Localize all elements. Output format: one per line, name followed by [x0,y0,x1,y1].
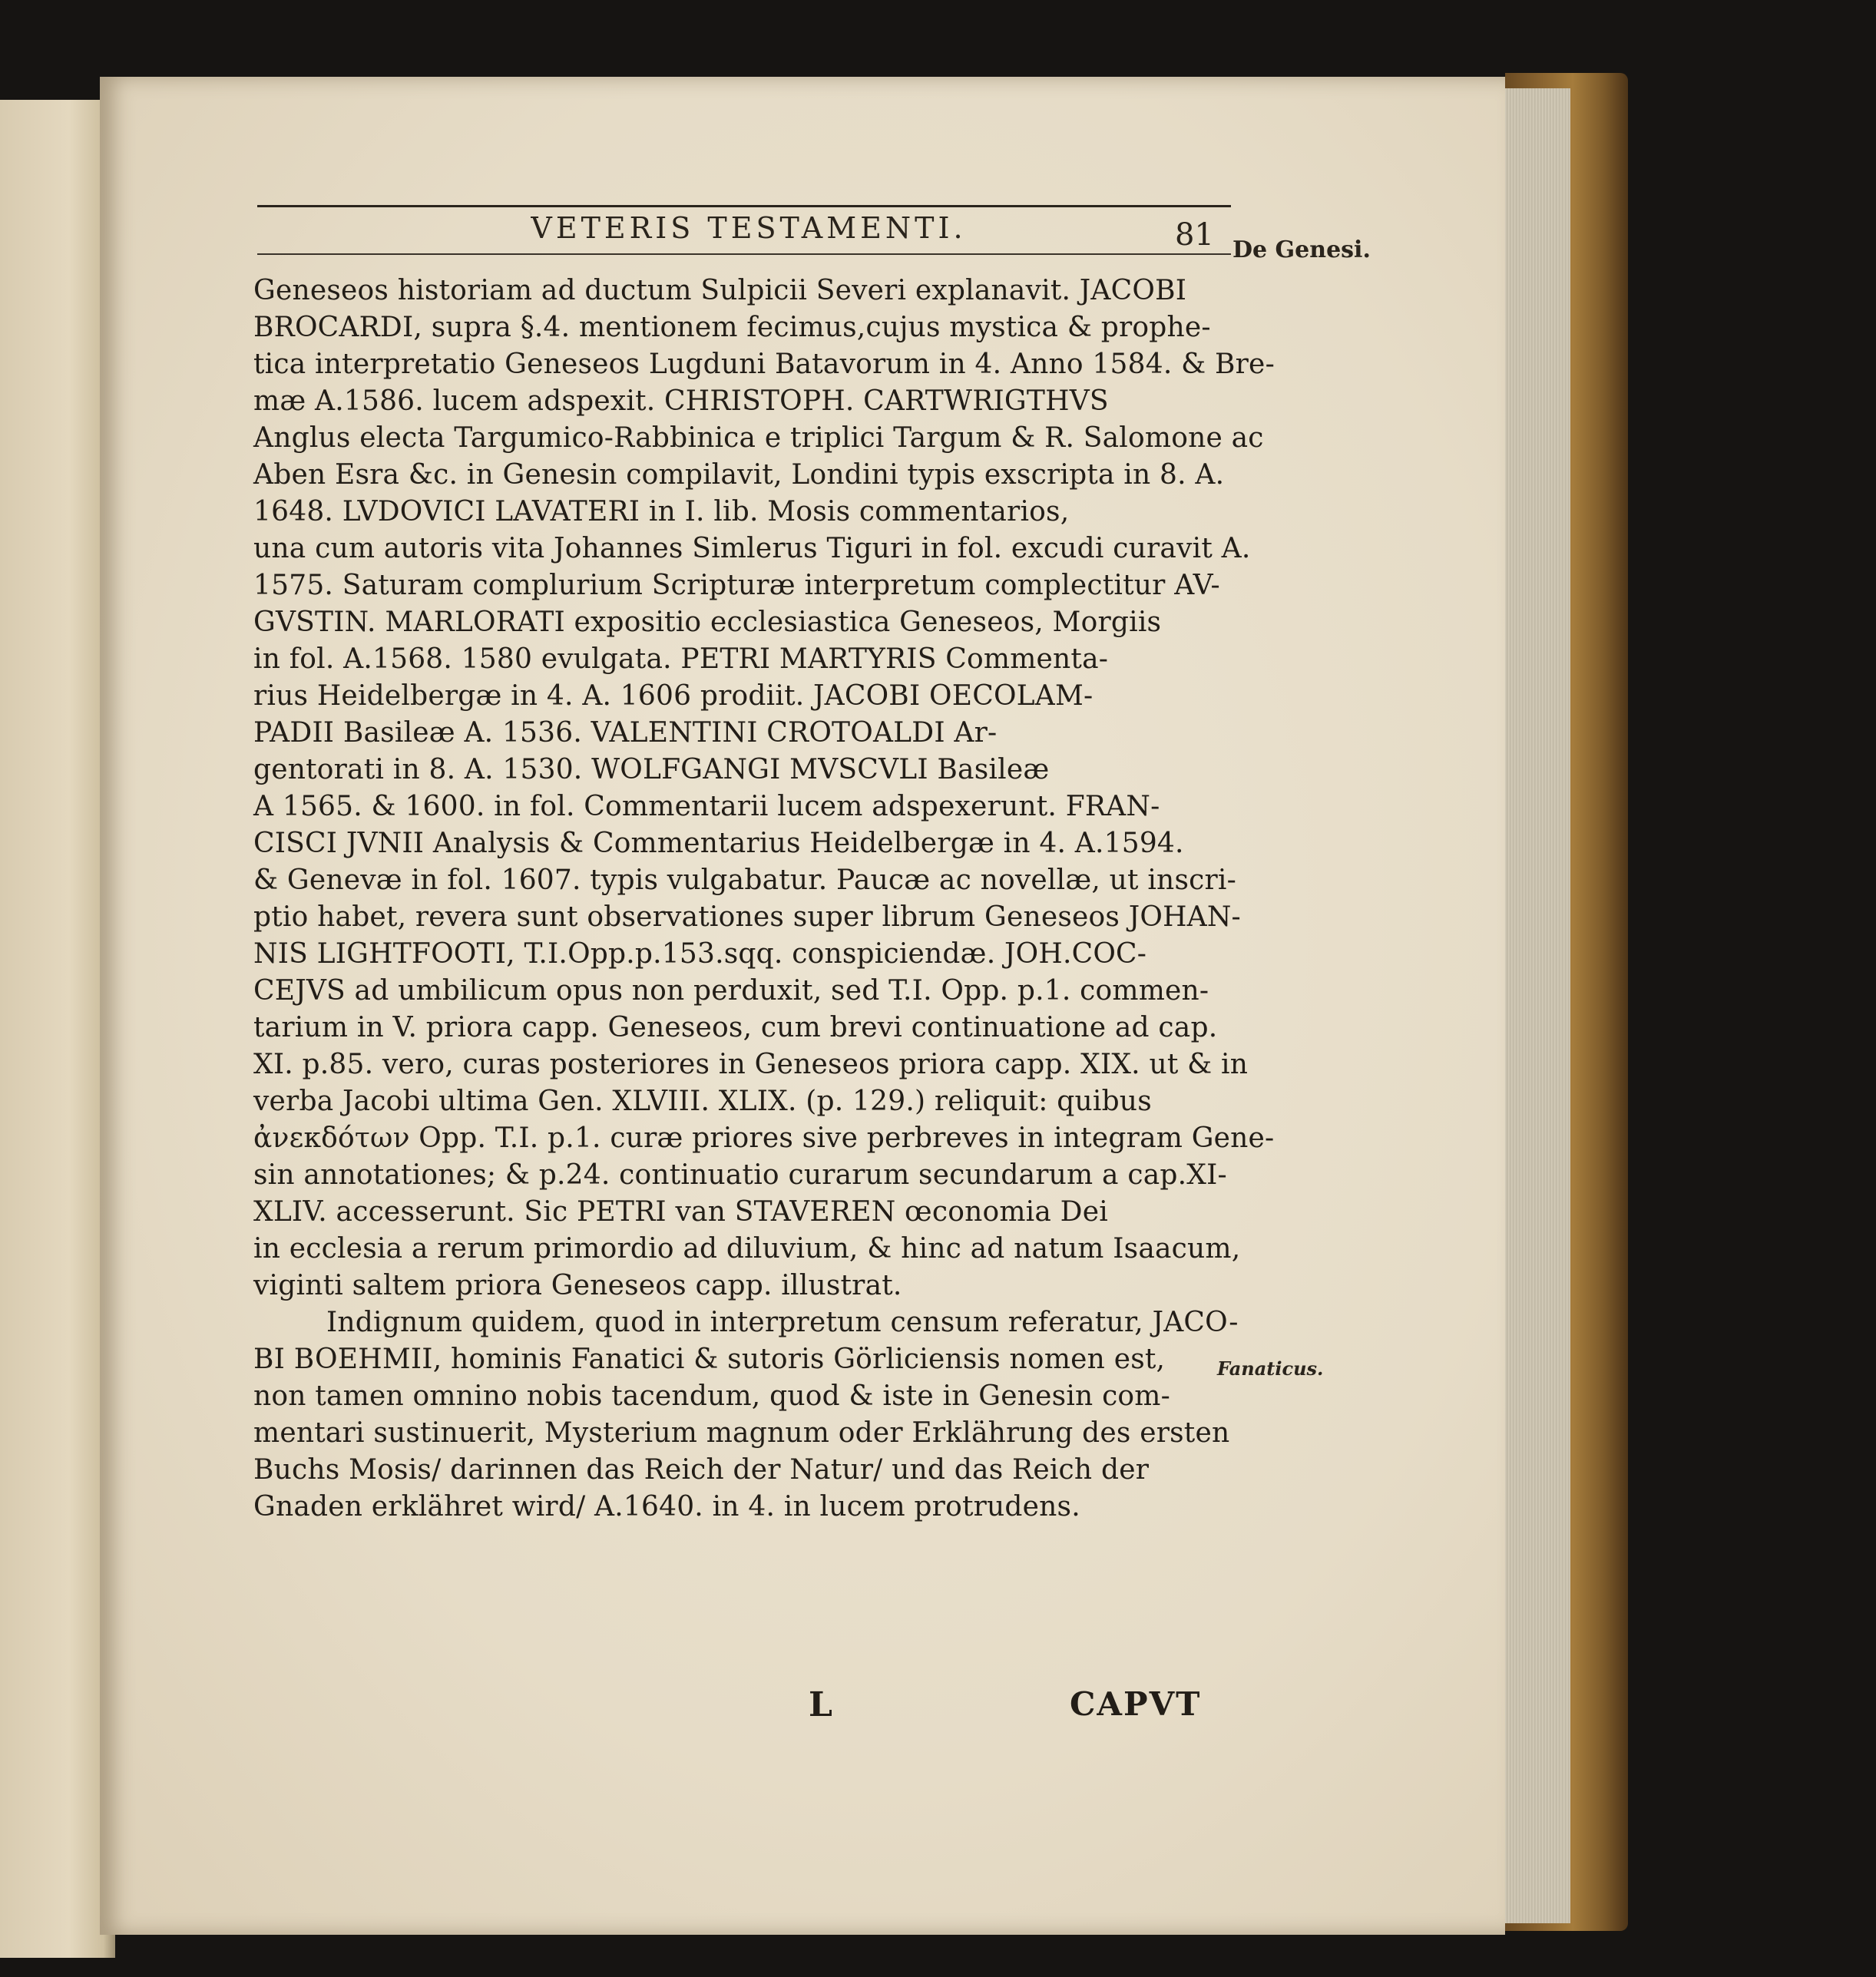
text-line: Indignum quidem, quod in interpretum censum referatur, JACO- [326,1307,1239,1338]
page-edges [1494,88,1570,1923]
text-line: tarium in V. priora capp. Geneseos, cum brevi continuatione ad cap. [253,1012,1218,1043]
text-line: tica interpretatio Geneseos Lugduni Batavorum in 4. Anno 1584. & Bre- [253,349,1275,380]
text-line: Aben Esra &c. in Genesin compilavit, Londini typis exscripta in 8. A. [253,459,1225,491]
text-line: ἀνεκδότων Opp. T.I. p.1. curæ priores sive perbreves in integram Gene- [253,1122,1275,1154]
text-line: XLIV. accesserunt. Sic PETRI van STAVEREN œconomia Dei [253,1196,1108,1228]
text-line: A 1565. & 1600. in fol. Commentarii lucem adspexerunt. FRAN- [253,791,1160,822]
text-line: verba Jacobi ultima Gen. XLVIII. XLIX. (p. 129.) reliquit: quibus [253,1086,1152,1117]
text-line: in ecclesia a rerum primordio ad diluvium, & hinc ad natum Isaacum, [253,1233,1241,1265]
text-line: viginti saltem priora Geneseos capp. illustrat. [253,1270,902,1301]
text-line: mæ A.1586. lucem adspexit. CHRISTOPH. CARTWRIGTHVS [253,385,1109,417]
page-number: 81 [1175,217,1214,253]
text-line: & Genevæ in fol. 1607. typis vulgabatur. Paucæ ac novellæ, ut inscri- [253,865,1236,896]
header-rule-top [257,205,1231,207]
margin-note-fanaticus: Fanaticus. [1217,1357,1324,1380]
text-line: XI. p.85. vero, curas posteriores in Geneseos priora capp. XIX. ut & in [253,1049,1249,1080]
text-line: 1648. LVDOVICI LAVATERI in I. lib. Mosis commentarios, [253,496,1070,527]
text-line: BI BOEHMII, hominis Fanatici & sutoris Görliciensis nomen est, [253,1344,1166,1375]
text-line: Geneseos historiam ad ductum Sulpicii Severi explanavit. JACOBI [253,275,1187,306]
text-line: gentorati in 8. A. 1530. WOLFGANGI MVSCVLI Basileæ [253,754,1050,785]
text-line: NIS LIGHTFOOTI, T.I.Opp.p.153.sqq. conspiciendæ. JOH.COC- [253,938,1147,970]
text-line: 1575. Saturam complurium Scripturæ interpretum complectitur AV- [253,570,1220,601]
text-line: PADII Basileæ A. 1536. VALENTINI CROTOALDI Ar- [253,717,998,749]
text-line: mentari sustinuerit, Mysterium magnum oder Erklährung des ersten [253,1417,1230,1449]
text-line: in fol. A.1568. 1580 evulgata. PETRI MARTYRIS Commenta- [253,643,1109,675]
text-line: CISCI JVNII Analysis & Commentarius Heidelbergæ in 4. A.1594. [253,828,1184,859]
text-line: non tamen omnino nobis tacendum, quod & iste in Genesin com- [253,1380,1171,1412]
text-line: GVSTIN. MARLORATI expositio ecclesiastica Geneseos, Morgiis [253,607,1162,638]
signature-mark: L [809,1685,832,1724]
margin-note-genesi: De Genesi. [1232,236,1371,263]
text-line: Anglus electa Targumico-Rabbinica e triplici Targum & R. Salomone ac [253,422,1264,454]
text-line: BROCARDI, supra §.4. mentionem fecimus,cujus mystica & prophe- [253,312,1211,343]
text-line: Gnaden erklähret wird/ A.1640. in 4. in lucem protrudens. [253,1491,1080,1522]
catchword: CAPVT [1070,1685,1202,1723]
text-line: Buchs Mosis/ darinnen das Reich der Natur/ und das Reich der [253,1454,1150,1486]
text-line: CEJVS ad umbilicum opus non perduxit, sed T.I. Opp. p.1. commen- [253,975,1209,1007]
left-page-edge [0,100,115,1958]
text-line: ptio habet, revera sunt observationes super librum Geneseos JOHAN- [253,901,1241,933]
text-line: sin annotationes; & p.24. continuatio curarum secundarum a cap.XI- [253,1159,1227,1191]
text-line: rius Heidelbergæ in 4. A. 1606 prodiit. JACOBI OECOLAM- [253,680,1094,712]
running-title: VETERIS TESTAMENTI. [531,211,967,245]
text-line: una cum autoris vita Johannes Simlerus Tiguri in fol. excudi curavit A. [253,533,1251,564]
header-rule-bottom [257,253,1231,255]
